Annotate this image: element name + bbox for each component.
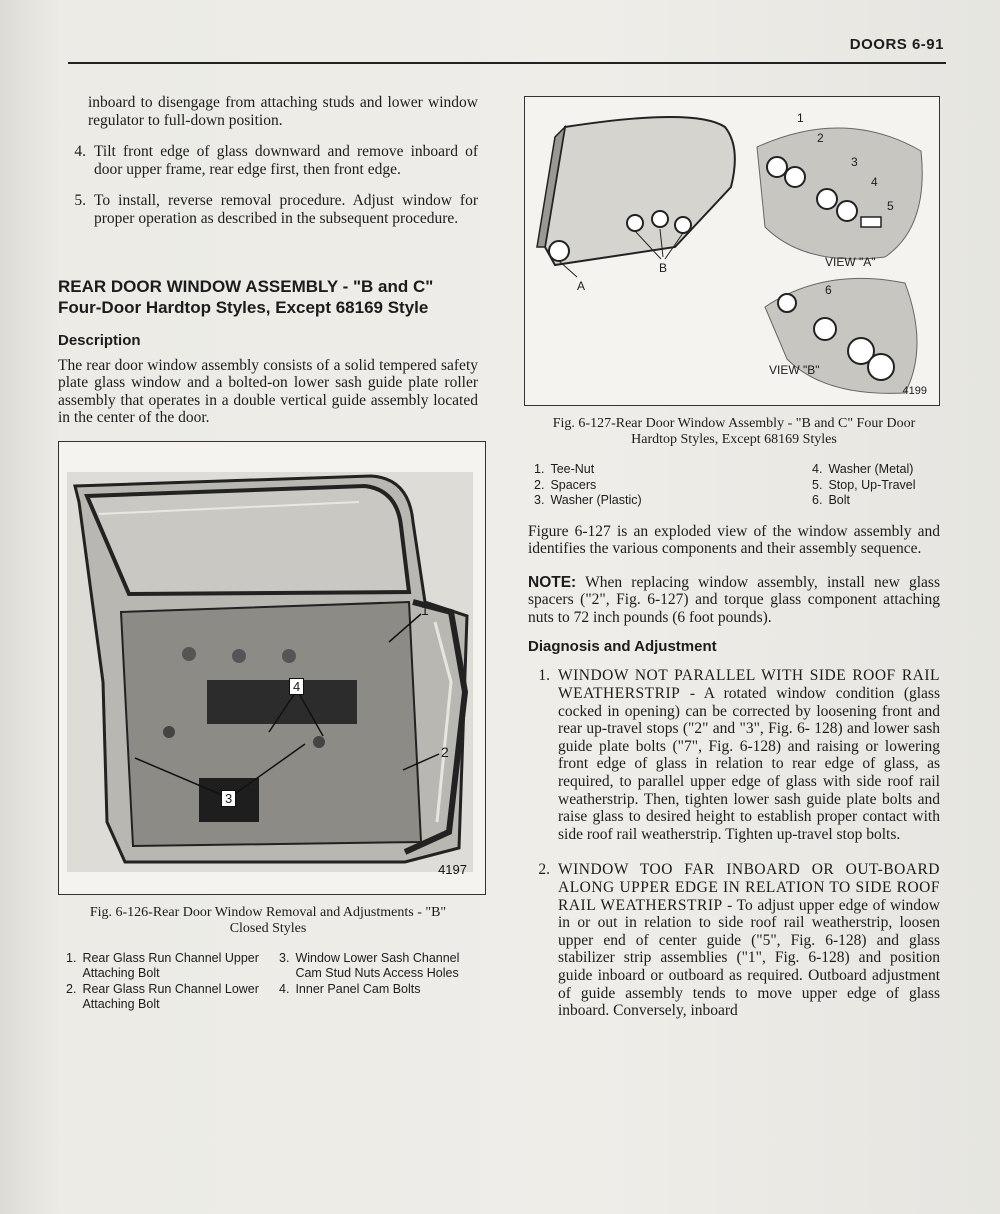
view-a-label: VIEW "A": [825, 255, 876, 269]
legend-text: Washer (Metal): [828, 462, 914, 476]
note-paragraph: [528, 574, 940, 627]
legend-text: Rear Glass Run Channel Upper Attaching Bolt: [82, 950, 259, 981]
legend-text: Stop, Up-Travel: [828, 477, 916, 492]
diagnosis-heading: Diagnosis and Adjustment: [528, 638, 717, 656]
legend-number: 1.: [66, 950, 77, 965]
legend-col-right: [279, 951, 478, 1013]
label-a: A: [577, 279, 586, 293]
section-title: REAR DOOR WINDOW ASSEMBLY - "B and C" Four-Door Hardtop Styles, Except 68169 Style: [58, 276, 434, 317]
figure-6-127: [524, 96, 940, 406]
header-rule: [68, 62, 946, 64]
legend-item: [812, 462, 940, 478]
figure-caption: Fig. 6-127-Rear Door Window Assembly - "B and C" Four Door Hardtop Styles, Except 68169 Styles: [552, 416, 916, 447]
legend-text: Washer (Plastic): [550, 493, 642, 507]
door-illustration: [59, 442, 485, 894]
step-continued: [58, 94, 478, 129]
callout-1: 1: [421, 601, 429, 618]
step-number: 4.: [74, 143, 86, 161]
legend-col-left: [66, 951, 265, 1013]
legend-number: 2.: [66, 981, 77, 996]
figure-legend: [528, 462, 940, 509]
legend-item: [534, 478, 730, 494]
figure-number: 4197: [438, 861, 467, 877]
callout-4: 4: [871, 175, 878, 189]
figure-6-126: [58, 441, 486, 895]
step-5: [64, 192, 478, 227]
legend-item: [534, 493, 730, 509]
legend-item: [279, 951, 478, 982]
item-body: - A rotated window condition (glass cocked in opening) can be corrected by loosening front and rear up-travel stops ("2" and "3", Fig. 6- 128) and lower sash guide plate bolts ("7", Fig. 6-128) and raising or lowering front edge of glass in relation to rear edge of glass, as required, to parallel upper edge of glass with side roof rail weatherstrip. Then, tighten lower sash guide plate bolts and raise glass to desired height to establish proper contact with side roof rail weatherstrip. Tighten up-travel stop bolts.: [558, 685, 940, 843]
callout-3: 3: [851, 155, 858, 169]
callout-2: 2: [817, 131, 824, 145]
legend-text: Rear Glass Run Channel Lower Attaching Bolt: [82, 981, 259, 1012]
view-b-label: VIEW "B": [769, 363, 820, 377]
step-text: Tilt front edge of glass downward and remove inboard of door upper frame, rear edge first, then front edge.: [94, 143, 478, 178]
window-assembly-illustration: [525, 97, 939, 405]
item-number: 1.: [538, 667, 550, 685]
callout-5: 5: [887, 199, 894, 213]
legend-number: 4.: [812, 462, 823, 476]
legend-item: [66, 951, 265, 982]
label-b: B: [659, 261, 668, 275]
legend-item: [534, 462, 730, 478]
step-4: [64, 143, 478, 178]
diagnosis-item-2: [528, 861, 940, 1019]
item-body: - To adjust upper edge of window in or out in relation to side roof rail weatherstrip, loosen upper end of center guide ("5", Fig. 6-128) and glass stabilizer strip assemblies ("1", Fig. 6-128) and position guide inboard or outboard as required. Outboard adjustment of guide assembly tends to move upper edge of glass inboard. Conversely, inboard: [558, 896, 940, 1020]
callout-1: 1: [797, 111, 804, 125]
legend-number: 4.: [279, 981, 290, 996]
legend-number: 5.: [812, 477, 823, 492]
legend-text: Bolt: [828, 493, 850, 507]
legend-col-left: [534, 462, 730, 509]
callout-2: 2: [441, 743, 449, 760]
intro-text: Figure 6-127 is an exploded view of the window assembly and identifies the various components and their assembly sequence.: [528, 522, 940, 558]
legend-col-right: [744, 462, 940, 509]
item-number: 2.: [538, 861, 550, 879]
description-text: The rear door window assembly consists of a solid tempered safety plate glass window and a bolted-on lower sash guide plate roller assembly that operates in a double vertical guide assembly located in the center of the door.: [58, 356, 478, 427]
step-number: 5.: [74, 192, 86, 210]
item-title: WINDOW NOT PARALLEL WITH SIDE ROOF RAIL WEATHERSTRIP: [558, 667, 940, 703]
legend-item: [279, 982, 478, 998]
item-text: [558, 667, 940, 843]
step-text: To install, reverse removal procedure. Adjust window for proper operation as described in the subsequent procedure.: [94, 192, 478, 227]
legend-text: Window Lower Sash Channel Cam Stud Nuts Access Holes: [295, 950, 460, 981]
callout-3: 3: [221, 790, 236, 807]
step-text: inboard to disengage from attaching studs and lower window regulator to full-down position.: [88, 94, 478, 129]
page-header: DOORS 6-91: [849, 36, 944, 53]
item-text: [558, 861, 940, 1019]
figure-caption: Fig. 6-126-Rear Door Window Removal and Adjustments - "B" Closed Styles: [89, 904, 447, 936]
legend-number: 6.: [812, 493, 823, 507]
legend-text: Tee-Nut: [550, 462, 595, 476]
legend-text: Spacers: [550, 477, 597, 492]
item-title: WINDOW TOO FAR INBOARD OR OUT-BOARD ALONG UPPER EDGE IN RELATION TO SIDE ROOF RAIL WEATHERSTRIP: [558, 861, 940, 914]
right-column: [528, 96, 940, 1034]
left-column: [58, 94, 478, 1013]
figure-number: 4199: [902, 385, 927, 397]
legend-item: [812, 493, 940, 509]
callout-4: 4: [289, 678, 304, 695]
note-text: When replacing window assembly, install new glass spacers ("2", Fig. 6-127) and torque glass component attaching nuts to 72 inch pounds (6 foot pounds).: [528, 573, 940, 626]
diagnosis-item-1: [528, 667, 940, 843]
legend-number: 2.: [534, 477, 545, 492]
legend-number: 1.: [534, 462, 545, 476]
figure-legend: [58, 951, 478, 1013]
legend-item: [66, 982, 265, 1013]
legend-text: Inner Panel Cam Bolts: [295, 981, 421, 996]
legend-number: 3.: [534, 493, 545, 507]
note-label: NOTE:: [528, 573, 577, 591]
callout-6: 6: [825, 283, 832, 297]
description-heading: Description: [58, 331, 141, 349]
legend-item: [812, 478, 940, 494]
legend-number: 3.: [279, 950, 290, 965]
